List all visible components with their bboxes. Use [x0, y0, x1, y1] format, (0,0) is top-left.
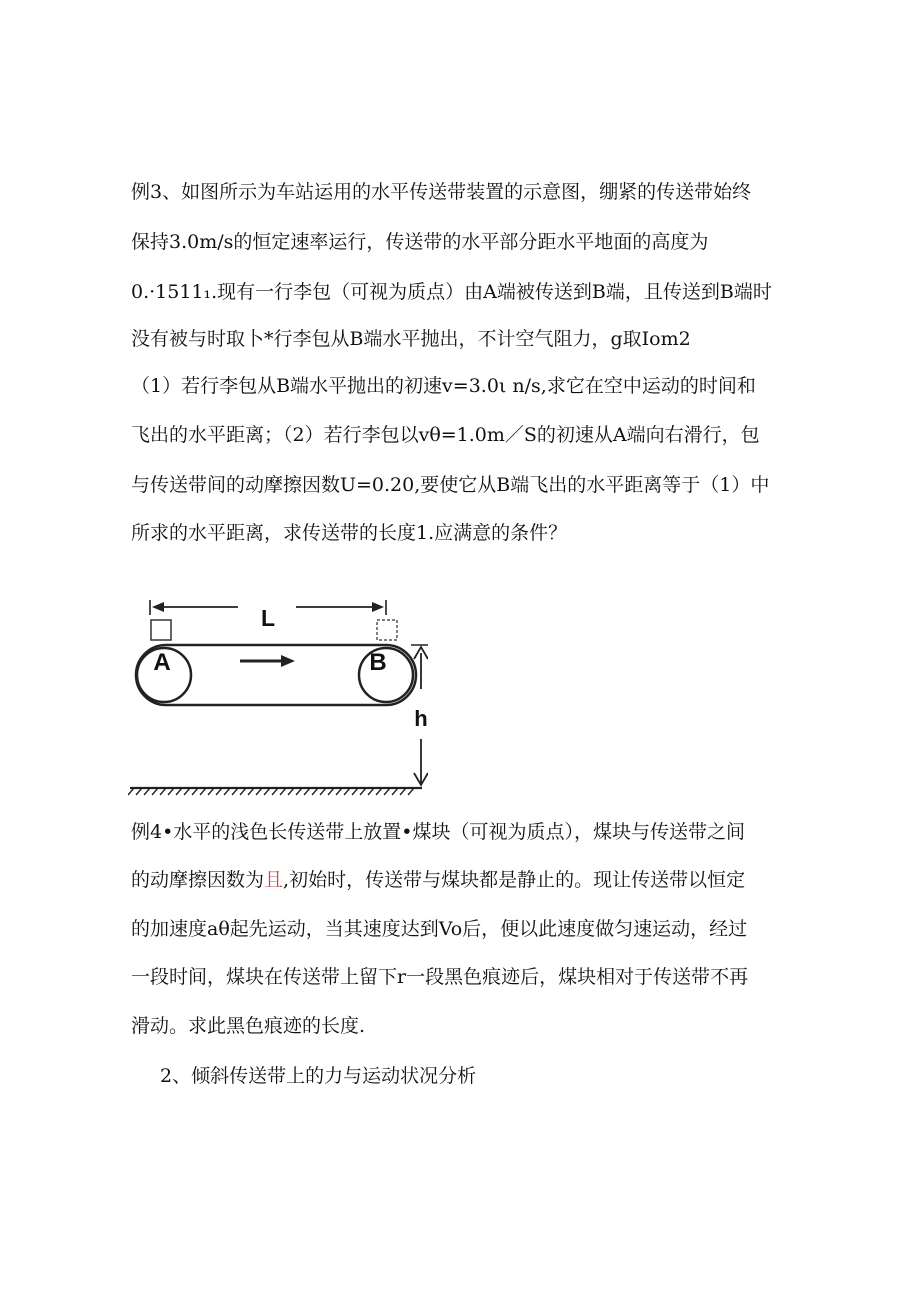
- example3-line-1: 例3、如图所示为车站运用的水平传送带装置的示意图，绷紧的传送带始终: [131, 181, 752, 203]
- example4-highlight-mu: 且: [264, 869, 284, 891]
- section-heading: 2、倾斜传送带上的力与运动状况分析: [160, 1065, 477, 1087]
- example3-line-4: 没有被与时取卜*行李包从B端水平抛出，不计空气阻力，g取Iom2: [131, 328, 691, 350]
- luggage-box-start: [151, 620, 171, 640]
- example4-line-1: 例4•水平的浅色长传送带上放置•煤块（可视为质点），煤块与传送带之间: [131, 821, 746, 843]
- luggage-box-end: [377, 620, 397, 640]
- dimension-arrow-right: [372, 602, 384, 612]
- example4-line-5: 滑动。求此黑色痕迹的长度.: [131, 1015, 366, 1037]
- label-L: L: [260, 605, 276, 631]
- example3-line-5: （1）若行李包从B端水平抛出的初速v=3.0ι n/s,求它在空中运动的时间和: [131, 375, 756, 397]
- example4-line-2-after: ,初始时，传送带与煤块都是静止的。现让传送带以恒定: [283, 869, 746, 891]
- example3-line-2: 保持3.0m/s的恒定速率运行，传送带的水平部分距水平地面的高度为: [131, 231, 709, 253]
- example4-line-2-before: 的动摩擦因数为: [131, 869, 265, 891]
- example3-line-6: 飞出的水平距离；（2）若行李包以vθ=1.0m／S的初速从A端向右滑行，包: [131, 424, 760, 446]
- example4-line-2: [131, 868, 745, 892]
- example4-line-4: 一段时间，煤块在传送带上留下r一段黑色痕迹后，煤块相对于传送带不再: [131, 966, 749, 988]
- example3-line-8: 所求的水平距离，求传送带的长度1.应满意的条件？: [131, 522, 568, 544]
- example3-line-7: 与传送带间的动摩擦因数U=0.20,要使它从B端飞出的水平距离等于（1）中: [131, 474, 770, 496]
- conveyor-diagram: [128, 595, 428, 805]
- example3-line-3: 0.·1511₁.现有一行李包（可视为质点）由A端被传送到B端，且传送到B端时: [131, 281, 772, 303]
- label-B: B: [369, 649, 387, 676]
- dimension-arrow-left: [152, 602, 164, 612]
- label-h: h: [414, 706, 428, 731]
- direction-arrow-head: [281, 655, 295, 667]
- example4-line-3: 的加速度aθ起先运动，当其速度达到Vo后，便以此速度做匀速运动，经过: [131, 918, 748, 940]
- label-A: A: [153, 649, 171, 676]
